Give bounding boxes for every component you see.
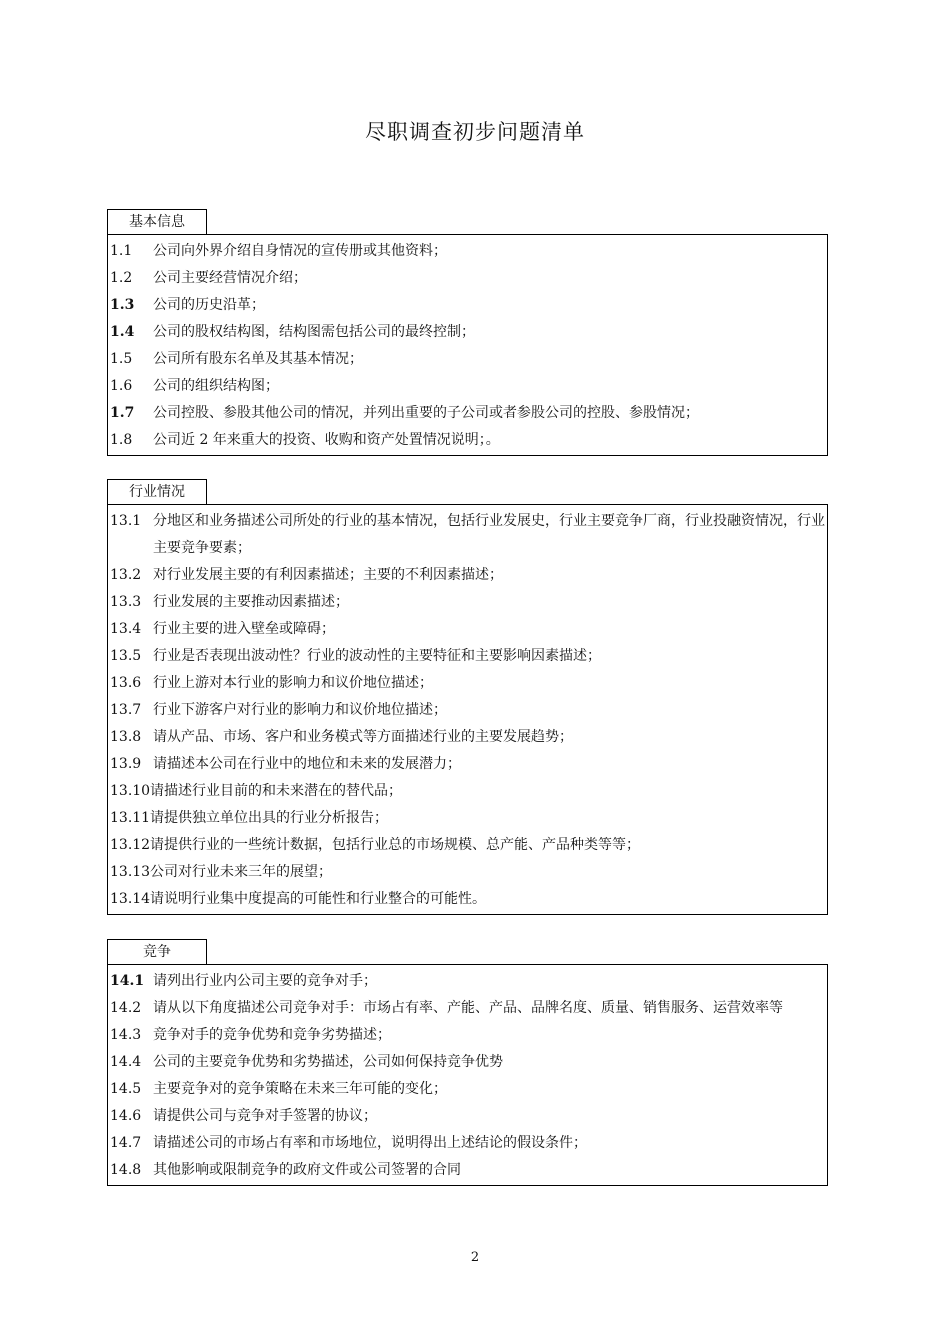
list-item (108, 400, 827, 427)
list-item (108, 832, 827, 859)
item-text: 行业是否表现出波动性？行业的波动性的主要特征和主要影响因素描述； (153, 648, 601, 664)
item-text: 竞争对手的竞争优势和竞争劣势描述； (153, 1027, 391, 1043)
item-number: 13.4 (110, 621, 142, 637)
section-box (107, 964, 828, 1186)
item-number: 13.2 (110, 567, 142, 583)
list-item (108, 1022, 827, 1049)
list-item (108, 724, 827, 751)
item-text: 行业上游对本行业的影响力和议价地位描述； (153, 675, 433, 691)
item-text: 公司的主要竞争优势和劣势描述，公司如何保持竞争优势 (153, 1054, 503, 1070)
list-item (108, 968, 827, 995)
item-text: 对行业发展主要的有利因素描述；主要的不利因素描述； (153, 567, 503, 583)
item-number: 1.1 (110, 243, 133, 259)
item-text: 公司的历史沿革； (153, 297, 265, 313)
page-title: 尽职调查初步问题清单 (365, 120, 585, 144)
item-text: 请从以下角度描述公司竞争对手：市场占有率、产能、产品、品牌名度、质量、销售服务、运营效率等 (153, 1000, 783, 1016)
list-item (108, 643, 827, 670)
list-item (108, 670, 827, 697)
list-item (108, 886, 827, 913)
list-item (108, 427, 827, 454)
item-text: 行业发展的主要推动因素描述； (153, 594, 349, 610)
section-label: 基本信息 (107, 209, 207, 234)
item-number: 14.1 (110, 973, 145, 989)
page-number: 2 (470, 1250, 480, 1265)
item-text: 请描述行业目前的和未来潜在的替代品； (150, 783, 402, 799)
section-basic-info (107, 209, 828, 456)
list-item (108, 373, 827, 400)
list-item (108, 778, 827, 805)
section-competition (107, 939, 828, 1186)
item-text: 请列出行业内公司主要的竞争对手； (153, 973, 377, 989)
item-text: 公司控股、参股其他公司的情况，并列出重要的子公司或者参股公司的控股、参股情况； (153, 405, 699, 421)
list-item (108, 589, 827, 616)
item-number: 1.2 (110, 270, 133, 286)
item-text: 请提供独立单位出具的行业分析报告； (150, 810, 388, 826)
item-number: 13.10 (110, 783, 151, 799)
item-text: 公司的组织结构图； (153, 378, 279, 394)
item-number: 14.7 (110, 1135, 142, 1151)
section-label: 竞争 (107, 939, 207, 964)
item-number: 13.11 (110, 810, 151, 826)
item-number: 13.12 (110, 837, 151, 853)
list-item (108, 1157, 827, 1184)
item-number: 13.8 (110, 729, 142, 745)
item-text: 行业主要的进入壁垒或障碍； (153, 621, 335, 637)
list-item (108, 751, 827, 778)
item-number: 13.6 (110, 675, 142, 691)
item-text: 公司所有股东名单及其基本情况； (153, 351, 363, 367)
section-box (107, 234, 828, 456)
item-number: 13.7 (110, 702, 142, 718)
item-text: 公司近 2 年来重大的投资、收购和资产处置情况说明；。 (153, 432, 500, 448)
item-text: 公司的股权结构图，结构图需包括公司的最终控制； (153, 324, 475, 340)
item-number: 14.3 (110, 1027, 142, 1043)
item-number: 13.14 (110, 891, 151, 907)
list-item (108, 805, 827, 832)
item-text: 请提供公司与竞争对手签署的协议； (153, 1108, 377, 1124)
list-item (108, 616, 827, 643)
item-text: 请从产品、市场、客户和业务模式等方面描述行业的主要发展趋势； (153, 729, 573, 745)
list-item (108, 995, 827, 1022)
section-industry (107, 479, 828, 915)
list-item (108, 292, 827, 319)
list-item (108, 319, 827, 346)
item-text: 公司对行业未来三年的展望； (150, 864, 332, 880)
item-number: 14.6 (110, 1108, 142, 1124)
item-text: 请提供行业的一些统计数据，包括行业总的市场规模、总产能、产品种类等等； (150, 837, 640, 853)
list-item (108, 1103, 827, 1130)
list-item (108, 1076, 827, 1103)
list-item (108, 1049, 827, 1076)
list-item (108, 508, 827, 562)
item-number: 14.5 (110, 1081, 142, 1097)
item-number: 13.13 (110, 864, 151, 880)
item-number: 13.3 (110, 594, 142, 610)
item-number: 1.6 (110, 378, 133, 394)
section-box (107, 504, 828, 915)
list-item (108, 562, 827, 589)
item-number: 13.1 (110, 513, 142, 529)
item-text: 请说明行业集中度提高的可能性和行业整合的可能性。 (150, 891, 486, 907)
item-text: 其他影响或限制竞争的政府文件或公司签署的合同 (153, 1162, 461, 1178)
item-number: 14.2 (110, 1000, 142, 1016)
item-text: 请描述本公司在行业中的地位和未来的发展潜力； (153, 756, 461, 772)
item-text: 分地区和业务描述公司所处的行业的基本情况，包括行业发展史，行业主要竞争厂商，行业投融资情况，行业主要竞争要素； (153, 513, 825, 556)
item-number: 14.4 (110, 1054, 142, 1070)
item-text: 行业下游客户对行业的影响力和议价地位描述； (153, 702, 447, 718)
item-number: 1.7 (110, 405, 135, 421)
item-text: 公司向外界介绍自身情况的宣传册或其他资料； (153, 243, 447, 259)
item-number: 1.5 (110, 351, 133, 367)
list-item (108, 238, 827, 265)
list-item (108, 346, 827, 373)
item-text: 公司主要经营情况介绍； (153, 270, 307, 286)
item-number: 14.8 (110, 1162, 142, 1178)
list-item (108, 1130, 827, 1157)
list-item (108, 697, 827, 724)
item-text: 主要竞争对的竞争策略在未来三年可能的变化； (153, 1081, 447, 1097)
item-number: 1.8 (110, 432, 133, 448)
list-item (108, 859, 827, 886)
item-text: 请描述公司的市场占有率和市场地位，说明得出上述结论的假设条件； (153, 1135, 587, 1151)
list-item (108, 265, 827, 292)
item-number: 13.9 (110, 756, 142, 772)
section-label: 行业情况 (107, 479, 207, 504)
item-number: 13.5 (110, 648, 142, 664)
item-number: 1.3 (110, 297, 135, 313)
item-number: 1.4 (110, 324, 135, 340)
